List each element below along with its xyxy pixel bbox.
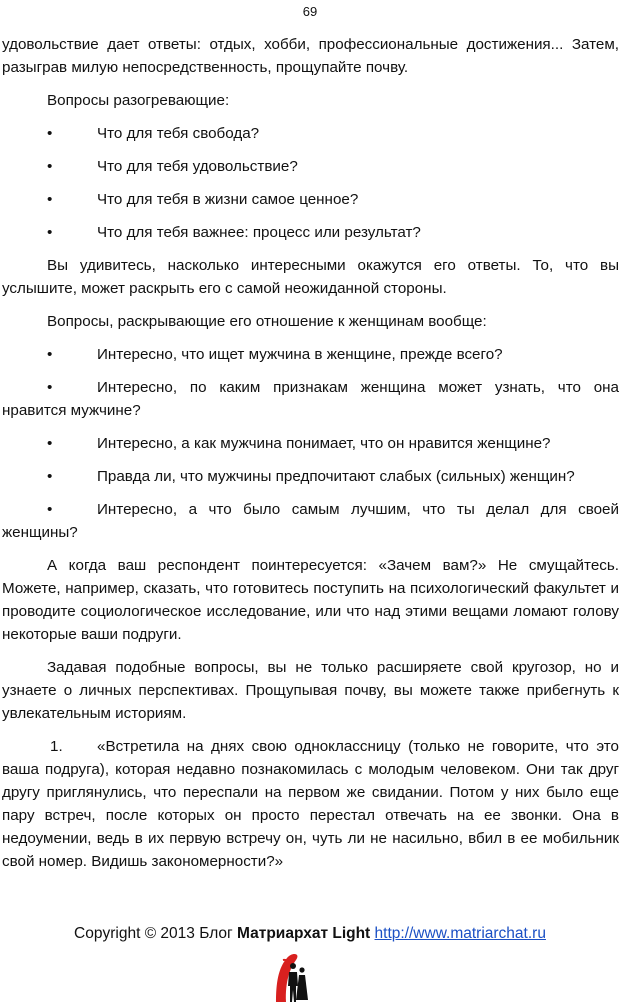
paragraph: Вопросы, раскрывающие его отношение к женщинам вообще: [47, 313, 487, 330]
paragraph: Вопросы разогревающие: [47, 92, 230, 109]
list-item [2, 221, 619, 244]
list-item [2, 376, 619, 422]
paragraph: А когда ваш респондент поинтересуется: «Зачем вам?» Не смущайтесь. Можете, например, сказать, что готовитесь поступить на психологический факультет и проводите социологическое исследование, или что над этими вещами ломают голову некоторые ваши подруги. [2, 557, 619, 643]
list-item [2, 155, 619, 178]
page-number: 69 [302, 4, 318, 19]
footer-link[interactable]: http://www.matriarchat.ru [374, 925, 546, 942]
list-item [2, 343, 619, 366]
footer [0, 925, 620, 943]
list-item-text: Интересно, а как мужчина понимает, что он нравится женщине? [97, 435, 551, 452]
list-item [2, 465, 619, 488]
bullet: • [47, 501, 53, 518]
list-item-text: Что для тебя в жизни самое ценное? [97, 191, 359, 208]
bullet: • [47, 346, 53, 363]
couple-logo-icon [272, 950, 312, 1004]
bullet: • [47, 468, 53, 485]
list-item [2, 188, 619, 211]
footer-brand: Матриархат Light [237, 925, 371, 942]
list-item [2, 122, 619, 145]
bullet: • [47, 125, 53, 142]
item-number: 1. [50, 738, 63, 755]
list-item-text: Интересно, по каким признакам женщина может узнать, что она нравится мужчине? [2, 379, 619, 419]
paragraph: Вы удивитесь, насколько интересными окажутся его ответы. То, что вы услышите, может раскрыть его с самой неожиданной стороны. [2, 257, 619, 297]
list-item [2, 498, 619, 544]
list-item-text: Что для тебя удовольствие? [97, 158, 298, 175]
list-item-text: Правда ли, что мужчины предпочитают слабых (сильных) женщин? [97, 468, 575, 485]
list-item-text: Что для тебя важнее: процесс или результат? [97, 224, 421, 241]
footer-copyright: Copyright © 2013 Блог [74, 925, 238, 942]
list-item-text: Интересно, а что было самым лучшим, что ты делал для своей женщины? [2, 501, 619, 541]
bullet: • [47, 379, 53, 396]
list-item-text: Интересно, что ищет мужчина в женщине, прежде всего? [97, 346, 503, 363]
bullet: • [47, 191, 53, 208]
paragraph: Задавая подобные вопросы, вы не только расширяете свой кругозор, но и узнаете о личных перспективах. Прощупывая почву, вы можете также прибегнуть к увлекательным историям. [2, 659, 619, 722]
bullet: • [47, 435, 53, 452]
document-body [2, 33, 619, 883]
numbered-item [2, 735, 619, 873]
bullet: • [47, 224, 53, 241]
paragraph: удовольствие дает ответы: отдых, хобби, профессиональные достижения... Затем, разыграв милую непосредственность, прощупайте почву. [2, 36, 619, 76]
list-item-text: Что для тебя свобода? [97, 125, 260, 142]
bullet: • [47, 158, 53, 175]
numbered-item-text: «Встретила на днях свою одноклассницу (только не говорите, что это ваша подруга), которая недавно познакомилась с молодым человеком. Они так друг другу приглянулись, что переспали на первом же свидании. Потом у них было еще пару встреч, после которых он просто перестал отвечать на ее звонки. Она в недоумении, ведь в их первую встречу он, чуть ли не насильно, вбил в ее мобильник свой номер. Видишь закономерности?» [2, 738, 619, 870]
list-item [2, 432, 619, 455]
